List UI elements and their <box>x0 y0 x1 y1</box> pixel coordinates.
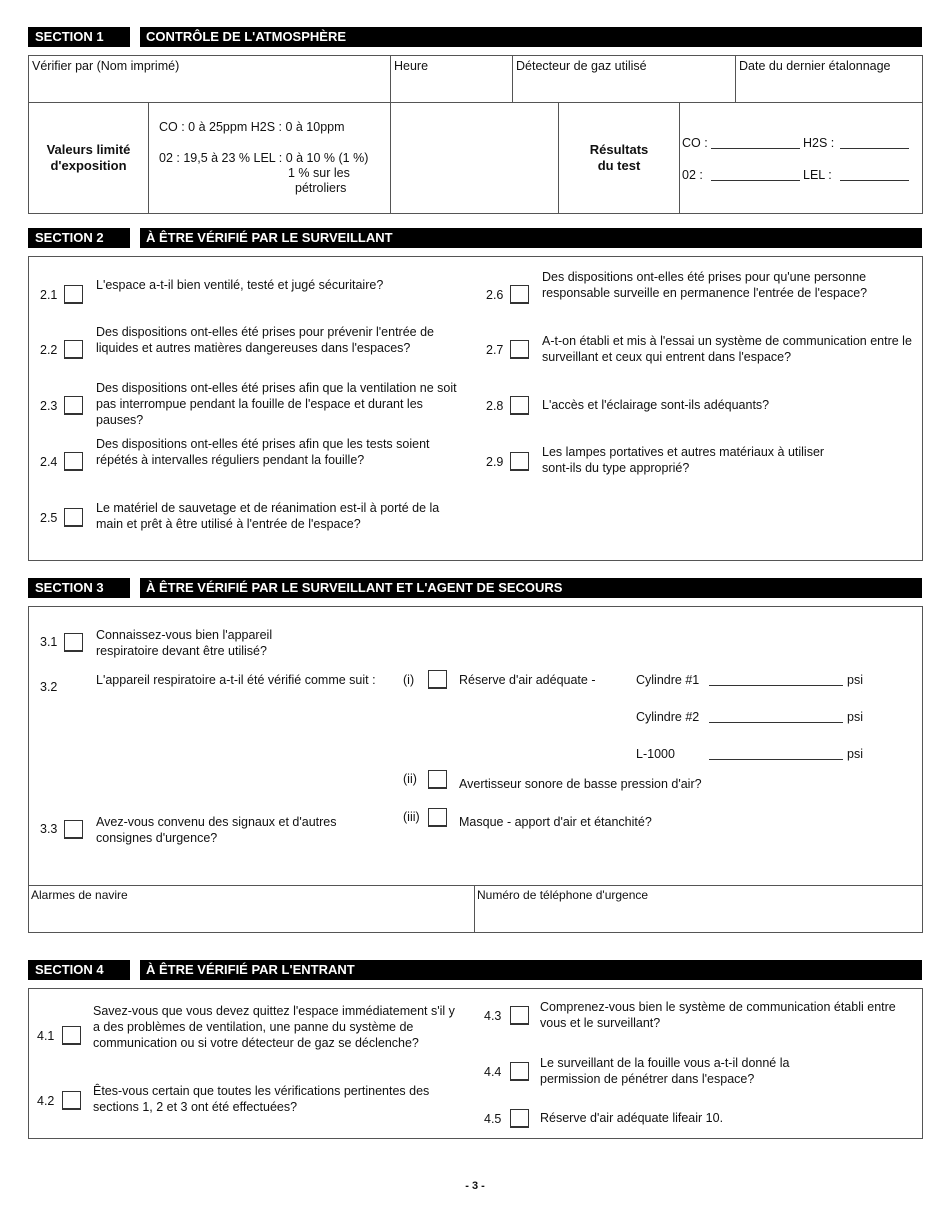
sub-text: Réserve d'air adéquate - <box>459 673 596 687</box>
unit: psi <box>847 710 863 724</box>
cylinder-1-label: Cylindre #1 <box>636 673 700 687</box>
checkbox-section2-5[interactable] <box>64 508 83 527</box>
co-result-input[interactable] <box>711 136 800 149</box>
item-number: 4.1 <box>37 1029 55 1043</box>
test-results-label: Résultats du test <box>589 142 649 173</box>
item-number: 2.8 <box>486 399 504 413</box>
divider <box>148 102 149 214</box>
item-text: L'espace a-t-il bien ventilé, testé et jugé sécuritaire? <box>96 278 384 292</box>
emergency-phone-label: Numéro de téléphone d'urgence <box>477 888 649 902</box>
item-text: Des dispositions ont-elles été prises afin que la ventilation ne soit pas interrompue pendant la fouille de l'espace et durant les pauses? <box>96 381 457 427</box>
checkbox-section4-3[interactable] <box>510 1006 529 1025</box>
item-number: 3.2 <box>40 680 58 694</box>
checkbox-section2-2[interactable] <box>64 340 83 359</box>
item-number: 2.5 <box>40 511 58 525</box>
ship-alarms-label: Alarmes de navire <box>31 888 128 902</box>
checkbox-section4-4[interactable] <box>510 1062 529 1081</box>
checkbox-3-3[interactable] <box>64 820 83 839</box>
limits-tanker-note: 1 % sur les <box>288 166 350 180</box>
item-number: 2.4 <box>40 455 58 469</box>
checkbox-section2-9[interactable] <box>510 452 529 471</box>
co-label: CO : <box>682 136 708 150</box>
cylinder-1-input[interactable] <box>709 673 843 686</box>
exposure-limits-label: Valeurs limité d'exposition <box>46 142 131 173</box>
item-text: L'appareil respiratoire a-t-il été vérifié comme suit : <box>96 673 376 687</box>
item-text: Le surveillant de la fouille vous a-t-il donné la permission de pénétrer dans l'espace? <box>540 1056 790 1086</box>
item-text: Le matériel de sauvetage et de réanimation est-il à porté de la main et prêt à être utilisé à l'entrée de l'espace? <box>96 501 440 531</box>
item-text: Des dispositions ont-elles été prises pour prévenir l'entrée de liquides et autres matières dangereuses dans l'espaces? <box>96 325 434 355</box>
checkbox-section2-4[interactable] <box>64 452 83 471</box>
section-3-number: SECTION 3 <box>28 578 130 598</box>
gas-detector-field[interactable] <box>514 58 733 100</box>
item-number: 2.6 <box>486 288 504 302</box>
checkbox-section2-8[interactable] <box>510 396 529 415</box>
exposure-blank-cell[interactable] <box>391 103 558 213</box>
item-number: 4.3 <box>484 1009 502 1023</box>
divider <box>679 102 680 214</box>
o2-label: 02 : <box>682 168 703 182</box>
ship-alarms-field[interactable] <box>29 886 473 932</box>
item-number: 2.3 <box>40 399 58 413</box>
sub-text: Masque - apport d'air et étanchité? <box>459 815 652 829</box>
item-number: 4.4 <box>484 1065 502 1079</box>
checkbox-section2-1[interactable] <box>64 285 83 304</box>
item-number: 4.5 <box>484 1112 502 1126</box>
cylinder-2-input[interactable] <box>709 710 843 723</box>
item-text: L'accès et l'éclairage sont-ils adéquants? <box>542 398 770 412</box>
divider <box>735 55 736 102</box>
item-text: Des dispositions ont-elles été prises afin que les tests soient répétés à intervalles réguliers pendant la fouille? <box>96 437 430 467</box>
checkbox-3-1[interactable] <box>64 633 83 652</box>
checkbox-section4-2[interactable] <box>62 1091 81 1110</box>
l1000-label: L-1000 <box>636 747 675 761</box>
item-text: A-t-on établi et mis à l'essai un système de communication entre le surveillant et ceux qui entrent dans l'espace? <box>542 334 912 364</box>
gas-detector-label: Détecteur de gaz utilisé <box>516 59 647 73</box>
limits-tanker-note-2: pétroliers <box>295 181 347 195</box>
unit: psi <box>847 747 863 761</box>
time-label: Heure <box>394 59 429 73</box>
o2-result-input[interactable] <box>711 168 800 181</box>
page-number: - 3 - <box>465 1180 485 1192</box>
checkbox-section2-6[interactable] <box>510 285 529 304</box>
checkbox-section2-7[interactable] <box>510 340 529 359</box>
item-text: Connaissez-vous bien l'appareil respiratoire devant être utilisé? <box>96 628 273 658</box>
checkbox-3-2-ii[interactable] <box>428 770 447 789</box>
checkbox-3-2-i[interactable] <box>428 670 447 689</box>
section-1-title: CONTRÔLE DE L'ATMOSPHÈRE <box>140 27 922 47</box>
section-4-number: SECTION 4 <box>28 960 130 980</box>
section-1-number: SECTION 1 <box>28 27 130 47</box>
item-number: 3.3 <box>40 822 58 836</box>
sub-text: Avertisseur sonore de basse pression d'air? <box>459 777 702 791</box>
item-number: 3.1 <box>40 635 58 649</box>
item-number: 2.9 <box>486 455 504 469</box>
section-2-title: À ÊTRE VÉRIFIÉ PAR LE SURVEILLANT <box>140 228 922 248</box>
limits-o2-lel: 02 : 19,5 à 23 % LEL : 0 à 10 % (1 %) <box>159 151 369 165</box>
last-calibration-field[interactable] <box>737 58 921 100</box>
item-text: Avez-vous convenu des signaux et d'autres consignes d'urgence? <box>96 815 337 845</box>
item-text: Savez-vous que vous devez quittez l'espace immédiatement s'il y a des problèmes de ventilation, une panne du système de communication ou si votre détecteur de gaz se déclenche? <box>93 1004 455 1050</box>
item-number: 4.2 <box>37 1094 55 1108</box>
divider <box>512 55 513 102</box>
sub-number: (iii) <box>403 810 420 824</box>
h2s-result-input[interactable] <box>840 136 909 149</box>
item-text: Des dispositions ont-elles été prises pour qu'une personne responsable surveille en permanence l'entrée de l'espace? <box>542 270 868 300</box>
emergency-phone-field[interactable] <box>475 886 922 932</box>
verified-by-label: Vérifier par (Nom imprimé) <box>32 59 180 73</box>
checkbox-section2-3[interactable] <box>64 396 83 415</box>
item-number: 2.2 <box>40 343 58 357</box>
checkbox-3-2-iii[interactable] <box>428 808 447 827</box>
lel-result-input[interactable] <box>840 168 909 181</box>
l1000-input[interactable] <box>709 747 843 760</box>
h2s-label: H2S : <box>803 136 835 150</box>
verified-by-field[interactable] <box>30 58 388 100</box>
last-calibration-label: Date du dernier étalonnage <box>739 59 891 73</box>
section-3-title: À ÊTRE VÉRIFIÉ PAR LE SURVEILLANT ET L'AGENT DE SECOURS <box>140 578 922 598</box>
lel-label: LEL : <box>803 168 832 182</box>
cylinder-2-label: Cylindre #2 <box>636 710 700 724</box>
item-text: Comprenez-vous bien le système de communication établi entre vous et le surveillant? <box>540 1000 896 1030</box>
sub-number: (ii) <box>403 772 417 786</box>
item-text: Les lampes portatives et autres matériaux à utiliser sont-ils du type approprié? <box>542 445 825 475</box>
section-2-number: SECTION 2 <box>28 228 130 248</box>
sub-number: (i) <box>403 673 415 687</box>
item-text: Réserve d'air adéquate lifeair 10. <box>540 1111 724 1125</box>
item-number: 2.7 <box>486 343 504 357</box>
limits-co-h2s: CO : 0 à 25ppm H2S : 0 à 10ppm <box>159 120 345 134</box>
time-field[interactable] <box>392 58 510 100</box>
section-4-title: À ÊTRE VÉRIFIÉ PAR L'ENTRANT <box>140 960 922 980</box>
unit: psi <box>847 673 863 687</box>
checkbox-section4-1[interactable] <box>62 1026 81 1045</box>
item-number: 2.1 <box>40 288 58 302</box>
checkbox-section4-5[interactable] <box>510 1109 529 1128</box>
item-text: Êtes-vous certain que toutes les vérifications pertinentes des sections 1, 2 et 3 ont été effectuées? <box>93 1084 430 1114</box>
